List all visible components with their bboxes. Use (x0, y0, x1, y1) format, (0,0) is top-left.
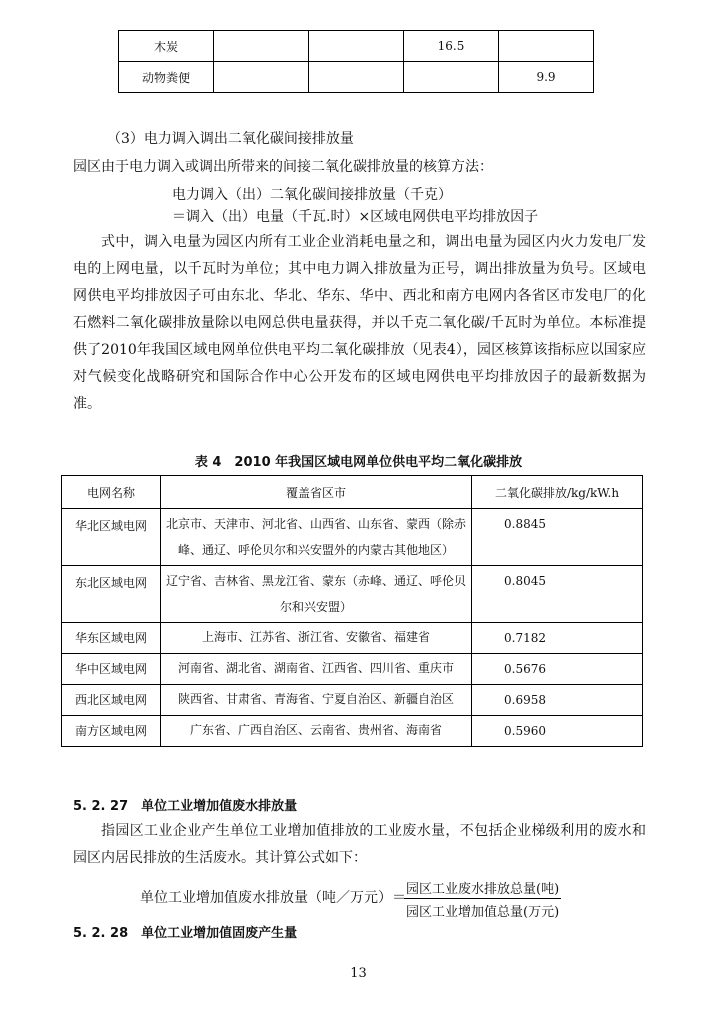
grid-name: 华东区域电网 (62, 623, 161, 654)
table-cell (309, 31, 404, 62)
emission-factor: 0.7182 (472, 623, 643, 654)
emission-factor: 0.8845 (472, 509, 643, 566)
fraction-numerator: 园区工业废水排放总量(吨) (404, 878, 561, 899)
table-row (119, 62, 594, 93)
section-heading-5-2-27: 5. 2. 27 单位工业增加值废水排放量 (73, 799, 298, 814)
column-header: 电网名称 (62, 476, 161, 509)
page-number: 13 (350, 966, 367, 981)
table-row (62, 654, 643, 685)
table-header-row (62, 476, 643, 509)
formula-lhs: 单位工业增加值废水排放量（吨／万元）＝ (140, 890, 406, 906)
fraction-denominator: 园区工业增加值总量(万元) (406, 905, 560, 920)
table-row (62, 623, 643, 654)
grid-name: 东北区域电网 (62, 566, 161, 623)
formula-line: ＝调入（出）电量（千瓦.时）×区域电网供电平均排放因子 (172, 209, 539, 225)
emission-factor: 0.8045 (472, 566, 643, 623)
emission-factor: 0.5960 (472, 716, 643, 747)
table-caption: 表 4 2010 年我国区域电网单位供电平均二氧化碳排放 (194, 455, 523, 470)
emission-factor: 0.5676 (472, 654, 643, 685)
provinces: 河南省、湖北省、湖南省、江西省、四川省、重庆市 (161, 654, 472, 685)
body-paragraph: 式中，调入电量为园区内所有工业企业消耗电量之和，调出电量为园区内火力发电厂发电的上网电量，以千瓦时为单位；其中电力调入排放量为正号，调出排放量为负号。区域电网供电平均排放因子可由东北、华北、华东、华中、西北和南方电网内各省区市发电厂的化石燃料二氧化碳排放量除以电网总供电量获得，并以千克二氧化碳/千瓦时为单位。本标准提供了2010年我国区域电网单位供电平均二氧化碳排放（见表4），园区核算该指标应以国家应对气候变化战略研究和国际合作中心公开发布的区域电网供电平均排放因子的最新数据为准。 (73, 234, 646, 412)
provinces: 辽宁省、吉林省、黑龙江省、蒙东（赤峰、通辽、呼伦贝尔和兴安盟） (161, 566, 472, 623)
table-row (119, 31, 594, 62)
grid-emission-table (61, 475, 643, 747)
intro-text: 园区由于电力调入或调出所带来的间接二氧化碳排放量的核算方法： (73, 159, 493, 175)
table-row (62, 716, 643, 747)
sub-heading: （3）电力调入调出二氧化碳间接排放量 (107, 131, 354, 147)
column-header: 覆盖省区市 (161, 476, 472, 509)
formula-fraction (404, 878, 561, 920)
fuel-name: 动物粪便 (119, 62, 214, 93)
column-header: 二氧化碳排放/kg/kW.h (472, 476, 643, 509)
grid-name: 南方区域电网 (62, 716, 161, 747)
provinces: 上海市、江苏省、浙江省、安徽省、福建省 (161, 623, 472, 654)
grid-name: 西北区域电网 (62, 685, 161, 716)
table-cell (214, 31, 309, 62)
table-row (62, 566, 643, 623)
table-cell (214, 62, 309, 93)
grid-name: 华中区域电网 (62, 654, 161, 685)
fuel-name: 木炭 (119, 31, 214, 62)
grid-name: 华北区域电网 (62, 509, 161, 566)
provinces: 陕西省、甘肃省、青海省、宁夏自治区、新疆自治区 (161, 685, 472, 716)
table-cell: 9.9 (499, 62, 594, 93)
fuel-factor-table-fragment (118, 30, 594, 93)
table-cell (404, 62, 499, 93)
table-row (62, 685, 643, 716)
section-heading-5-2-28: 5. 2. 28 单位工业增加值固废产生量 (73, 926, 298, 941)
emission-factor: 0.6958 (472, 685, 643, 716)
provinces: 北京市、天津市、河北省、山西省、山东省、蒙西（除赤峰、通辽、呼伦贝尔和兴安盟外的内蒙古其他地区） (161, 509, 472, 566)
table-cell (309, 62, 404, 93)
table-row (62, 509, 643, 566)
formula-line: 电力调入（出）二氧化碳间接排放量（千克） (172, 187, 452, 203)
table-cell (499, 31, 594, 62)
provinces: 广东省、广西自治区、云南省、贵州省、海南省 (161, 716, 472, 747)
table-cell: 16.5 (404, 31, 499, 62)
body-paragraph: 指园区工业企业产生单位工业增加值排放的工业废水量，不包括企业梯级利用的废水和园区内居民排放的生活废水。其计算公式如下： (73, 823, 646, 866)
